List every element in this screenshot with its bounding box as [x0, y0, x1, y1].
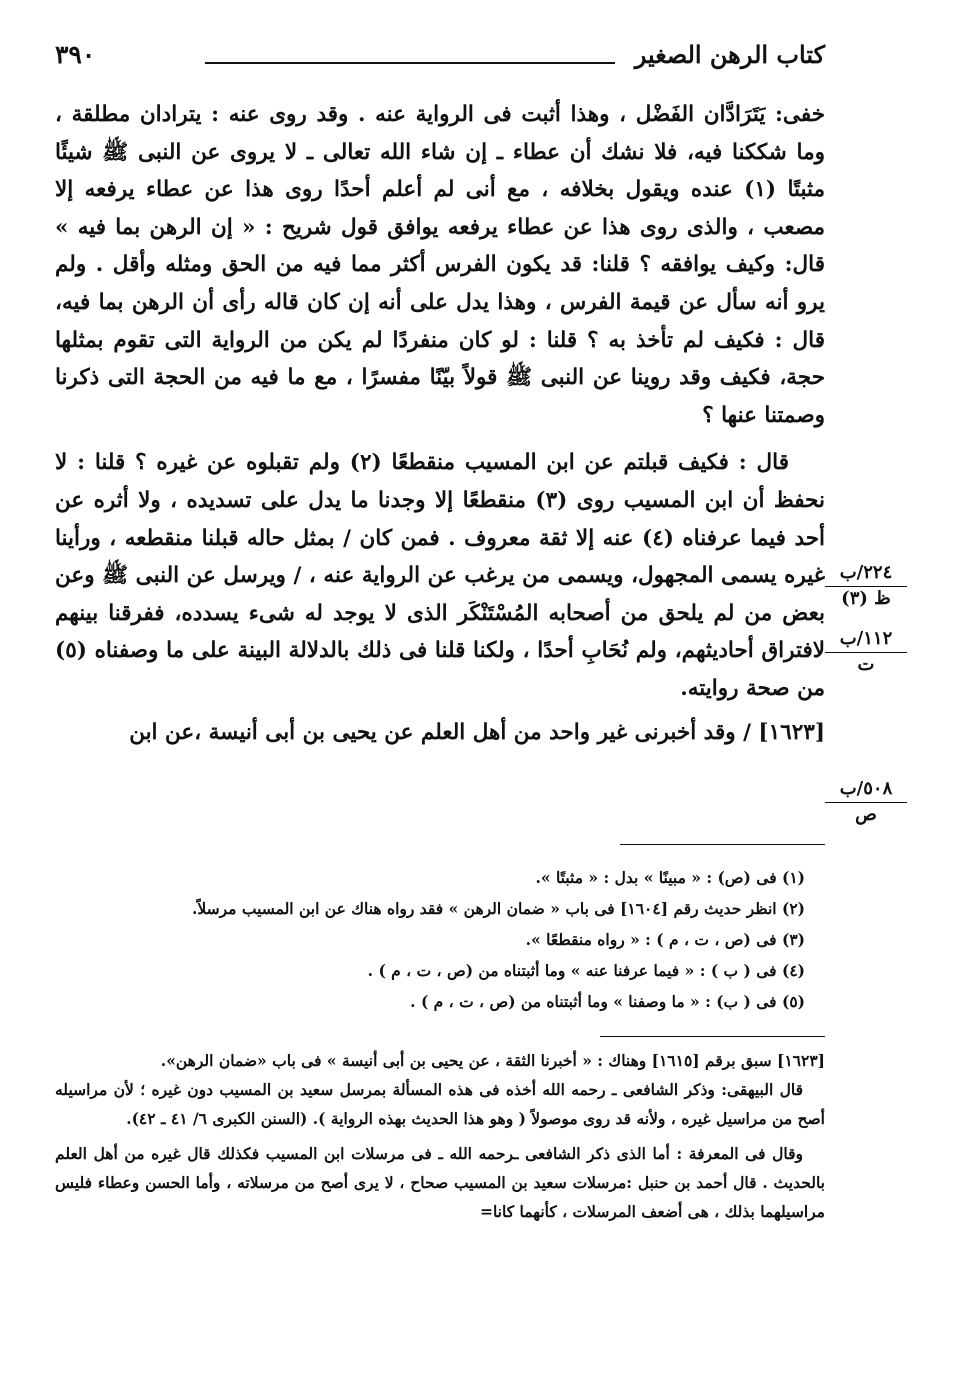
margin-note — [825, 562, 907, 610]
footnote: (٢) انظر حديث رقم [١٦٠٤] فى باب « ضمان الرهن » فقد رواه هناك عن ابن المسيب مرسلاً. — [192, 899, 805, 918]
margin-note-folio: ٢٢٤/ب — [825, 562, 907, 587]
hadith-1623-start: [١٦٢٣] / وقد أخبرنى غير واحد من أهل العلم عن يحيى بن أبى أنيسة ،عن ابن — [129, 719, 825, 745]
book-title: كتاب الرهن الصغير — [634, 40, 825, 69]
footnotes — [55, 862, 825, 1017]
takhrij-note: قال البيهقى: وذكر الشافعى ـ رحمه الله أخذه فى هذه المسألة بمرسل سعيد بن المسيب دون غيره ؛ لأن مراسيله أصح من مراسيل غيره ، ولأنه قد روى موصولاً ( وهو هذا الحديث بهذه الرواية ). (السنن الكبرى ٦/ ٤١ ـ ٤٢). — [55, 1080, 825, 1128]
margin-note-folio: ٥٠٨/ب — [825, 778, 907, 803]
margin-note-ms: ت — [857, 654, 875, 675]
page-header — [55, 40, 825, 90]
margin-note-folio: ١١٢/ب — [825, 628, 907, 653]
main-text — [55, 96, 825, 751]
header-rule — [205, 62, 615, 64]
margin-note — [825, 778, 907, 826]
takhrij-note: وقال فى المعرفة : أما الذى ذكر الشافعى ـرحمه الله ـ فى مرسلات ابن المسيب فكذلك قال غيره من أهل العلم بالحديث . قال أحمد بن حنبل :مرسلات سعيد بن المسيب صحاح ، لا يرى أصح من مرسلاته ، وأما الحسن وعطاء فليس مراسيلهما بذلك ، هى أضعف المرسلات ، كأنهما كانا= — [55, 1144, 825, 1221]
margin-note-ms: ص — [855, 804, 877, 825]
takhrij-notes — [55, 1046, 825, 1226]
footnote: (٤) فى ( ب ) : « فيما عرفنا عنه » وما أثبتناه من (ص ، ت ، م ) . — [367, 961, 805, 980]
footnote: (١) فى (ص) : « مبينًا » بدل : « مثبتًا ». — [535, 868, 805, 887]
margin-note-ms: ظ (٣) — [841, 588, 891, 609]
paragraph: قال : فكيف قبلتم عن ابن المسيب منقطعًا (٢) ولم تقبلوه عن غيره ؟ قلنا : لا نحفظ أن ابن المسيب روى (٣) منقطعًا إلا وجدنا ما يدل على تسديده ، ولا أثره عن أحد فيما عرفناه (٤) عنه إلا ثقة معروف . فمن كان / بمثل حاله قبلنا منقطعه ، ورأينا غيره يسمى المجهول، ويسمى من يرغب عن الرواية عنه ، / ويرسل عن النبى ﷺ وعن بعض من لم يلحق من أصحابه المُسْتَنْكَر الذى لا يوجد له شىء يسدده، ففرقنا بينهم لافتراق أحاديثهم، ولم نُحَابِ أحدًا ، ولكنا قلنا فى ذلك بالدلالة البينة على ما وصفناه (٥) من صحة روايته. — [55, 450, 825, 701]
footnote: (٥) فى ( ب) : « ما وصفنا » وما أثبتناه من (ص ، ت ، م ) . — [410, 992, 805, 1011]
page-number: ٣٩٠ — [55, 40, 96, 69]
takhrij-divider — [600, 1036, 825, 1037]
footnote-divider — [620, 844, 825, 845]
paragraph: خفى: يَتَرَادَّان الفَضْل ، وهذا أثبت فى الرواية عنه . وقد روى عنه : يترادان مطلقة ، وما شككنا فيه، فلا نشك أن عطاء ـ إن شاء الله تعالى ـ لا يروى عن النبى ﷺ شيئًا مثبتًا (١) عنده ويقول بخلافه ، مع أنى لم أعلم أحدًا روى هذا عن عطاء يرفعه إلا مصعب ، والذى روى هذا عن عطاء يرفعه يوافق قول شريح : « إن الرهن بما فيه » قال: وكيف يوافقه ؟ قلنا: قد يكون الفرس أكثر مما فيه من الحق ومثله وأقل . ولم يرو أنه سأل عن قيمة الفرس ، وهذا يدل على أنه إن كان قاله رأى أن الرهن بما فيه، قال : فكيف لم تأخذ به ؟ قلنا : لو كان منفردًا لم يكن من الرواية التى تقوم بمثلها حجة، فكيف وقد روينا عن النبى ﷺ قولاً بيّنًا مفسرًا ، مع ما فيه من الحجة التى ذكرنا وصمتنا عنها ؟ — [55, 102, 825, 428]
takhrij-note: [١٦٢٣] سبق برقم [١٦١٥] وهناك : « أخبرنا الثقة ، عن يحيى بن أبى أنيسة » فى باب «ضمان الرهن». — [160, 1051, 825, 1070]
margin-note — [825, 628, 907, 676]
footnote: (٣) فى (ص ، ت ، م ) : « رواه منقطعًا ». — [525, 930, 805, 949]
